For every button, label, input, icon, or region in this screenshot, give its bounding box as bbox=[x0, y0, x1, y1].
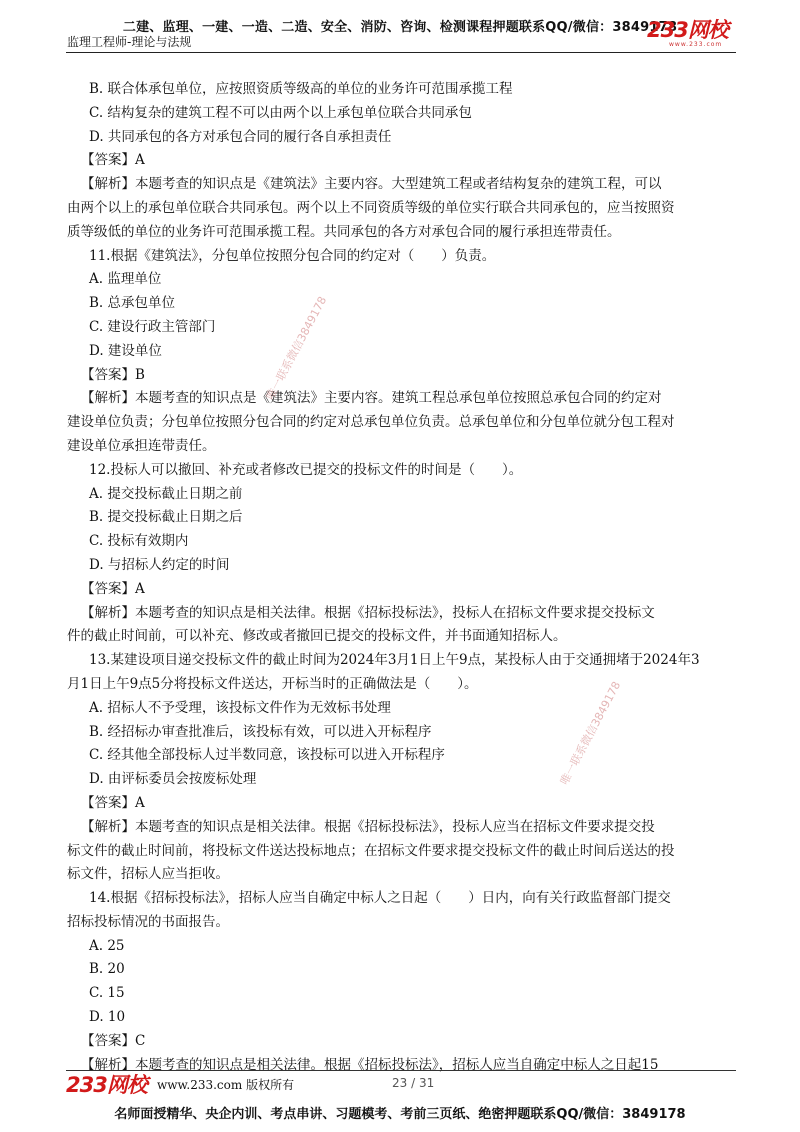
answer-option: D. 与招标人约定的时间 bbox=[89, 556, 230, 573]
answer-or-explanation: 【解析】本题考查的知识点是《建筑法》主要内容。大型建筑工程或者结构复杂的建筑工程，可以 bbox=[81, 176, 662, 193]
document-body bbox=[67, 78, 739, 1077]
answer-or-explanation: 【答案】A bbox=[81, 794, 145, 811]
brand-logo bbox=[647, 19, 737, 49]
answer-or-explanation: 【解析】本题考查的知识点是《建筑法》主要内容。建筑工程总承包单位按照总承包合同的约定对 bbox=[81, 390, 662, 407]
text-line: 质等级低的单位的业务许可范围承揽工程。共同承包的各方对承包合同的履行承担连带责任。 bbox=[67, 223, 621, 240]
text-line: 件的截止时间前，可以补充、修改或者撤回已提交的投标文件，并书面通知招标人。 bbox=[67, 628, 567, 645]
answer-option: B. 总承包单位 bbox=[89, 295, 176, 312]
footer-copyright: www.233.com 版权所有 bbox=[157, 1078, 295, 1092]
answer-or-explanation: 【解析】本题考查的知识点是相关法律。根据《招标投标法》，投标人在招标文件要求提交投标文 bbox=[81, 604, 655, 621]
answer-option: B. 联合体承包单位，应按照资质等级高的单位的业务许可范围承揽工程 bbox=[89, 81, 513, 97]
answer-option: C. 经其他全部投标人过半数同意，该投标可以进入开标程序 bbox=[89, 747, 445, 764]
text-line: 标文件，招标人应当拒收。 bbox=[67, 866, 229, 883]
answer-option: C. 投标有效期内 bbox=[89, 533, 189, 550]
text-line: 招标投标情况的书面报告。 bbox=[67, 913, 229, 930]
text-line: 标文件的截止时间前，将投标文件送达投标地点；在招标文件要求提交投标文件的截止时间后送达的投 bbox=[67, 842, 675, 859]
document-subtitle: 监理工程师-理论与法规 bbox=[67, 35, 192, 49]
text-line: 月1日上午9点5分将投标文件送达，开标当时的正确做法是（ ）。 bbox=[67, 675, 478, 692]
answer-or-explanation: 【答案】B bbox=[81, 366, 145, 383]
answer-option: C. 15 bbox=[89, 985, 125, 1002]
question-text: 12.投标人可以撤回、补充或者修改已提交的投标文件的时间是（ ）。 bbox=[89, 461, 523, 478]
answer-or-explanation: 【答案】A bbox=[81, 580, 145, 597]
answer-option: B. 经招标办审查批准后，该投标有效，可以进入开标程序 bbox=[89, 723, 432, 740]
brand-logo-url: www.233.com bbox=[669, 41, 723, 48]
question-text: 13.某建设项目递交投标文件的截止时间为2024年3月1日上午9点，某投标人由于交通拥堵于2024年3 bbox=[89, 652, 700, 669]
answer-option: B. 提交投标截止日期之后 bbox=[89, 509, 243, 526]
answer-option: D. 共同承包的各方对承包合同的履行各自承担责任 bbox=[89, 128, 392, 145]
text-line: 建设单位承担连带责任。 bbox=[67, 437, 216, 454]
footer-divider bbox=[66, 1070, 736, 1071]
answer-option: B. 20 bbox=[89, 961, 125, 978]
answer-option: D. 由评标委员会按废标处理 bbox=[89, 771, 257, 788]
answer-option: D. 10 bbox=[89, 1009, 126, 1026]
question-text: 14.根据《招标投标法》，招标人应当自确定中标人之日起（ ）日内，向有关行政监督部门提交 bbox=[89, 890, 671, 907]
answer-option: A. 提交投标截止日期之前 bbox=[89, 485, 243, 502]
footer-promo: 名师面授精华、央企内训、考点串讲、习题模考、考前三页纸、绝密押题联系QQ/微信：3849178 bbox=[114, 1107, 686, 1122]
page-number: 23 / 31 bbox=[392, 1076, 435, 1090]
answer-option: A. 招标人不予受理，该投标文件作为无效标书处理 bbox=[89, 699, 391, 716]
watermark: 唯一联系微信3849178 bbox=[263, 294, 330, 403]
answer-or-explanation: 【答案】A bbox=[81, 152, 145, 169]
header-promo: 二建、监理、一建、一造、二造、安全、消防、咨询、检测课程押题联系QQ/微信：3849178 bbox=[122, 20, 678, 35]
footer-logo: 233网校 bbox=[66, 1073, 147, 1097]
answer-or-explanation: 【答案】C bbox=[81, 1032, 146, 1049]
watermark: 唯一联系微信3849178 bbox=[557, 679, 624, 788]
brand-logo-text: 233网校 bbox=[647, 18, 728, 42]
answer-option: C. 建设行政主管部门 bbox=[89, 318, 216, 335]
answer-or-explanation: 【解析】本题考查的知识点是相关法律。根据《招标投标法》，投标人应当在招标文件要求提交投 bbox=[81, 818, 655, 835]
answer-or-explanation: 【解析】本题考查的知识点是相关法律。根据《招标投标法》，招标人应当自确定中标人之日起15 bbox=[81, 1056, 659, 1073]
text-line: 由两个以上的承包单位联合共同承包。两个以上不同资质等级的单位实行联合共同承包的，应当按照资 bbox=[67, 199, 675, 216]
answer-option: A. 监理单位 bbox=[89, 271, 162, 288]
header-divider bbox=[66, 52, 736, 53]
question-text: 11.根据《建筑法》，分包单位按照分包合同的约定对（ ）负责。 bbox=[89, 247, 496, 264]
answer-option: A. 25 bbox=[89, 937, 125, 954]
answer-option: C. 结构复杂的建筑工程不可以由两个以上承包单位联合共同承包 bbox=[89, 104, 472, 121]
answer-option: D. 建设单位 bbox=[89, 342, 162, 359]
text-line: 建设单位负责；分包单位按照分包合同的约定对总承包单位负责。总承包单位和分包单位就分包工程对 bbox=[67, 414, 675, 431]
